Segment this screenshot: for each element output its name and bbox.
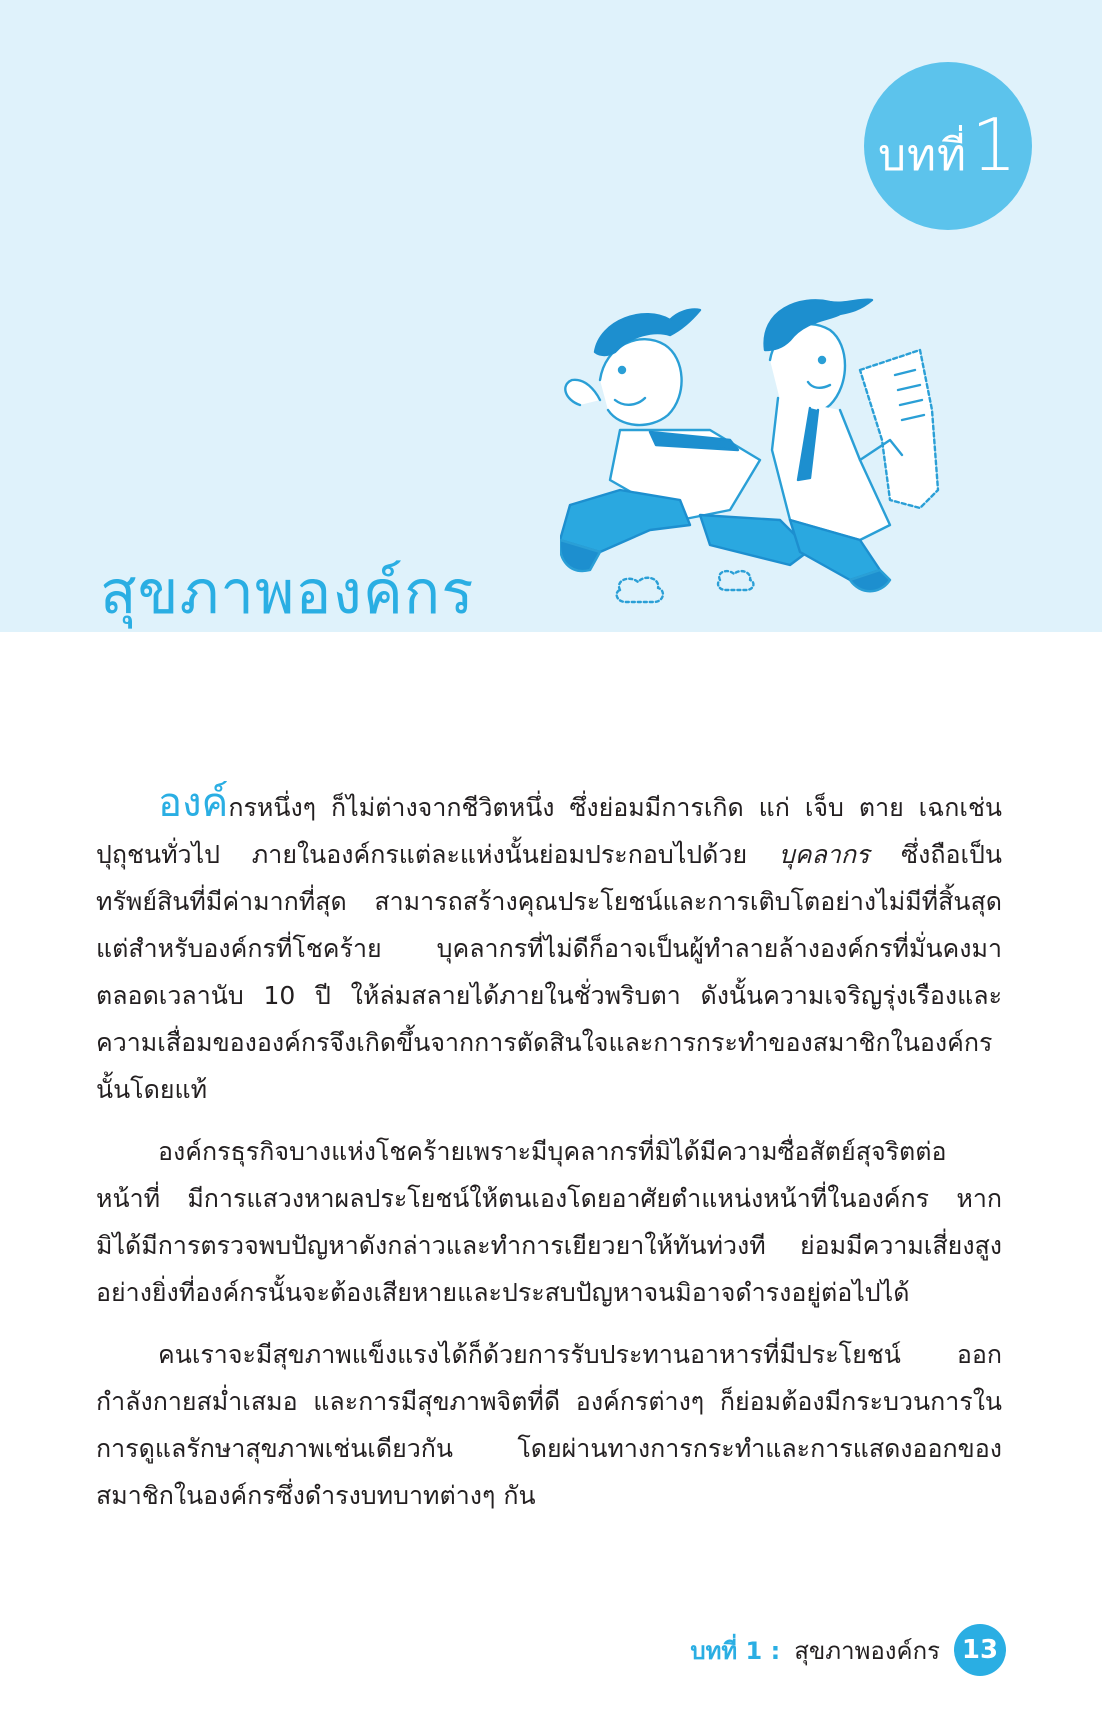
chapter-badge-label: บทที่1: [878, 102, 1018, 187]
chapter-badge-number: 1: [971, 102, 1018, 187]
paragraph-1-part-a: กรหนึ่งๆ ก็ไม่ต่างจากชีวิตหนึ่ง ซึ่งย่อมมีการเกิด แก่ เจ็บ ตาย เฉกเช่นปุถุชนทั่วไป ภายในองค์กรแต่ละแห่งนั้นย่อมประกอบไปด้วย: [96, 793, 1002, 869]
body-text: [96, 780, 1002, 1534]
paragraph-1-part-b: ซึ่งถือเป็นทรัพย์สินที่มีค่ามากที่สุด สามารถสร้างคุณประโยชน์และการเติบโตอย่างไม่มีที่สิ้นสุด แต่สำหรับองค์กรที่โชคร้าย บุคลากรที่ไม่ดีก็อาจเป็นผู้ทำลายล้างองค์กรที่มั่นคงมาตลอดเวลานับ 10 ปี ให้ล่มสลายได้ภายในชั่วพริบตา ดังนั้นความเจริญรุ่งเรืองและความเสื่อมขององค์กรจึงเกิดขึ้นจากการตัดสินใจและการกระทำของสมาชิกในองค์กรนั้นโดยแท้: [96, 840, 1002, 1104]
footer-title: สุขภาพองค์กร: [794, 1636, 940, 1665]
page-number: 13: [954, 1624, 1006, 1676]
paragraph-3: คนเราจะมีสุขภาพแข็งแรงได้ก็ด้วยการรับประทานอาหารที่มีประโยชน์ ออกกำลังกายสม่ำเสมอ และการมีสุขภาพจิตที่ดี องค์กรต่างๆ ก็ย่อมต้องมีกระบวนการในการดูแลรักษาสุขภาพเช่นเดียวกัน โดยผ่านทางการกระทำและการแสดงออกของสมาชิกในองค์กรซึ่งดำรงบทบาทต่างๆ กัน: [96, 1340, 1002, 1510]
two-running-businessmen-illustration: [560, 290, 1030, 620]
paragraph-2: องค์กรธุรกิจบางแห่งโชคร้ายเพราะมีบุคลากรที่มิได้มีความซื่อสัตย์สุจริตต่อหน้าที่ มีการแสวงหาผลประโยชน์ให้ตนเองโดยอาศัยตำแหน่งหน้าที่ในองค์กร หากมิได้มีการตรวจพบปัญหาดังกล่าวและทำการเยียวยาให้ทันท่วงที ย่อมมีความเสี่ยงสูงอย่างยิ่งที่องค์กรนั้นจะต้องเสียหายและประสบปัญหาจนมิอาจดำรงอยู่ต่อไปได้: [96, 1137, 1002, 1307]
footer-chapter: บทที่ 1 :: [690, 1636, 781, 1665]
page-footer: [690, 1624, 1006, 1676]
drop-word: องค์: [158, 780, 229, 826]
chapter-title: สุขภาพองค์กร: [100, 558, 475, 628]
chapter-badge: [864, 62, 1032, 230]
paragraph-1: [96, 780, 1002, 1113]
emphasis-term: บุคลากร: [778, 840, 870, 869]
